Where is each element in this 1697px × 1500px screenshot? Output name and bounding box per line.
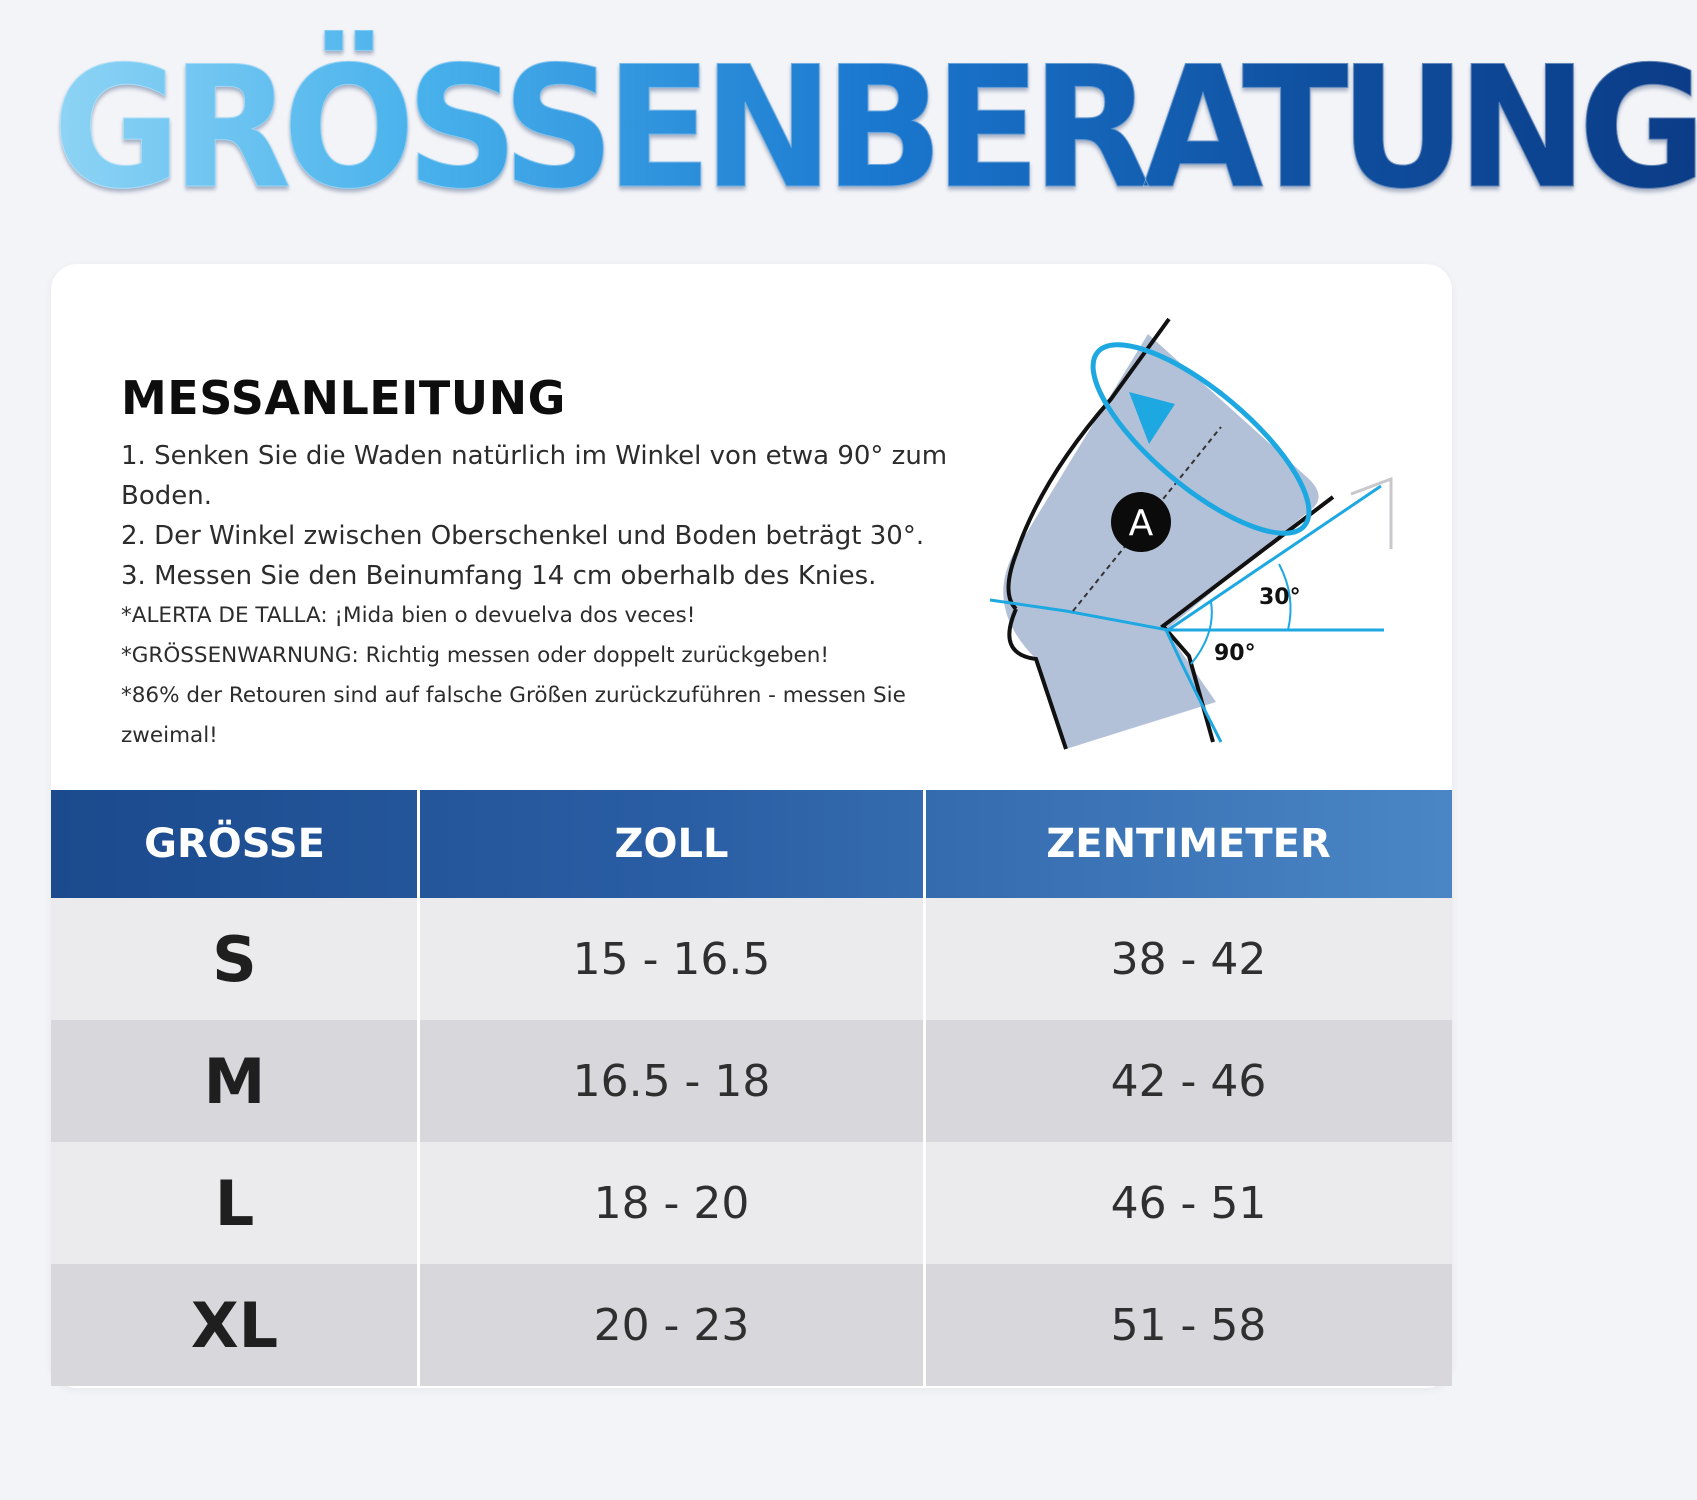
instruction-step: 3. Messen Sie den Beinumfang 14 cm oberhalb des Knies. — [121, 561, 877, 591]
header-inch: ZOLL — [614, 821, 729, 867]
marker-a-label: A — [1128, 503, 1154, 544]
size-chart-table — [51, 790, 1452, 1388]
size-cell: L — [214, 1166, 255, 1240]
table-row — [51, 1142, 1452, 1264]
size-chart-header — [51, 790, 1452, 898]
inch-cell: 20 - 23 — [593, 1299, 750, 1351]
angle-30-label: 30° — [1259, 585, 1301, 610]
page-title — [52, 28, 1697, 228]
instruction-step: 2. Der Winkel zwischen Oberschenkel und Boden beträgt 30°. — [121, 521, 925, 551]
size-warning-note: *GRÖSSENWARNUNG: Richtig messen oder doppelt zurückgeben! — [121, 643, 830, 668]
size-cell: M — [203, 1044, 266, 1118]
inch-cell: 18 - 20 — [593, 1177, 750, 1229]
page-title-text: GRÖSSENBERATUNG — [52, 30, 1697, 226]
table-row — [51, 1020, 1452, 1142]
table-row — [51, 898, 1452, 1020]
column-divider — [417, 790, 420, 1388]
table-row — [51, 1264, 1452, 1386]
size-cell: S — [212, 922, 257, 996]
returns-note: *86% der Retouren sind auf falsche Größen zurückzuführen - messen Sie zweimal! — [121, 683, 906, 748]
instructions-heading: MESSANLEITUNG — [121, 371, 566, 425]
column-divider — [923, 790, 926, 1388]
inch-cell: 15 - 16.5 — [572, 933, 771, 985]
header-size: GRÖSSE — [144, 821, 325, 867]
angle-90-label: 90° — [1214, 641, 1256, 666]
size-chart-body — [51, 898, 1452, 1386]
instruction-step: 1. Senken Sie die Waden natürlich im Winkel von etwa 90° zum Boden. — [121, 441, 948, 511]
size-guide-card — [51, 264, 1452, 1388]
inch-cell: 16.5 - 18 — [572, 1055, 771, 1107]
knee-measurement-illustration — [976, 309, 1396, 769]
thigh-guide — [1351, 479, 1391, 549]
knee-diagram — [976, 309, 1396, 769]
size-alert-note: *ALERTA DE TALLA: ¡Mida bien o devuelva dos veces! — [121, 603, 696, 628]
cm-cell: 38 - 42 — [1110, 933, 1267, 985]
measuring-instructions — [121, 368, 971, 756]
header-cm: ZENTIMETER — [1046, 821, 1331, 867]
cm-cell: 51 - 58 — [1110, 1299, 1267, 1351]
cm-cell: 42 - 46 — [1110, 1055, 1267, 1107]
cm-cell: 46 - 51 — [1110, 1177, 1267, 1229]
size-cell: XL — [190, 1288, 279, 1362]
